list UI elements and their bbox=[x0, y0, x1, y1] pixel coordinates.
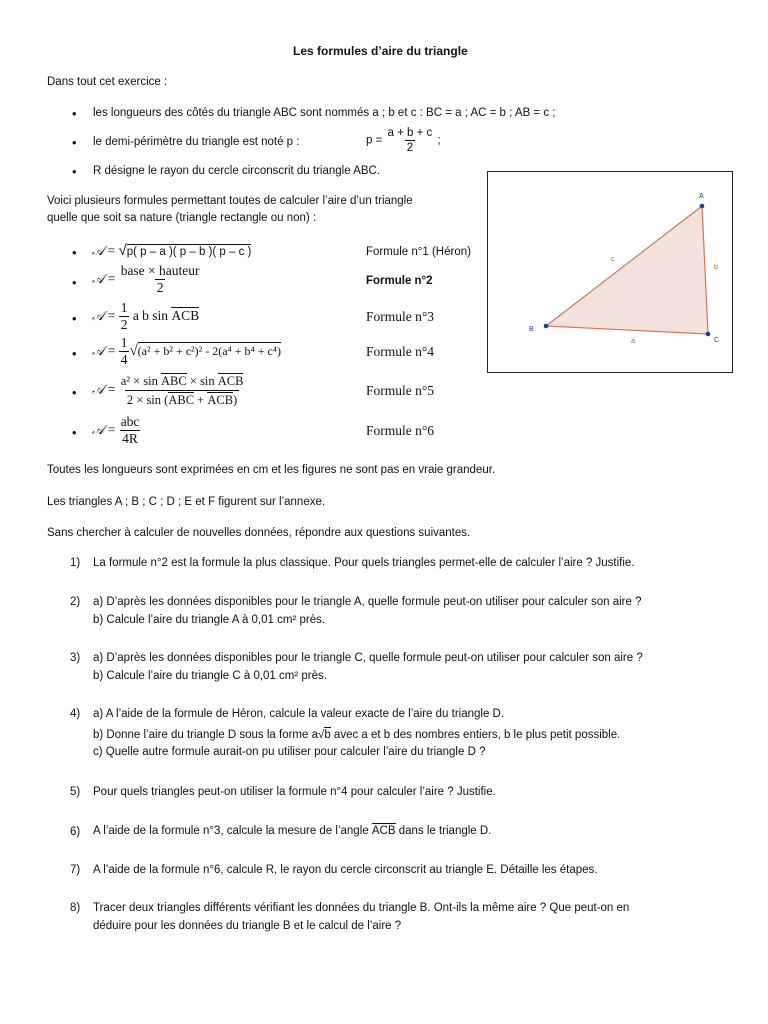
formula-6-label: Formule n°6 bbox=[366, 423, 435, 438]
formula-5-den-angle-abc: ABC bbox=[168, 392, 195, 407]
bullet-dot: • bbox=[72, 106, 77, 121]
question-1-text: La formule n°2 est la formule la plus classique. Pour quels triangles permet-elle de calculer l’aire ? Justifie. bbox=[93, 557, 635, 569]
question-number: 4) bbox=[70, 708, 81, 720]
formula-5-den-angle-acb: ACB bbox=[207, 392, 234, 407]
p-formula bbox=[366, 127, 441, 154]
question-4b-pre: b) Donne l’aire du triangle D sous la forme a bbox=[93, 729, 319, 741]
bullet-sides: les longueurs des côtés du triangle ABC sont nommés a ; b et c : BC = a ; AC = b ; AB = c ; bbox=[93, 107, 556, 119]
formula-4-denominator: 4 bbox=[120, 352, 128, 368]
bullet-semi-perimeter: le demi-périmètre du triangle est noté p : bbox=[93, 136, 300, 148]
formula-3-angle: ACB bbox=[171, 307, 200, 323]
question-4b-text bbox=[93, 727, 620, 741]
formula-3-label: Formule n°3 bbox=[366, 309, 435, 324]
formula-5-angle-abc: ABC bbox=[161, 374, 187, 388]
formula-2-label: Formule n°2 bbox=[366, 275, 433, 287]
question-3a-text: a) D’après les données disponibles pour le triangle C, quelle formule peut-on utiliser pour calculer son aire ? bbox=[93, 652, 643, 664]
area-symbol: 𝒜 bbox=[92, 271, 105, 287]
question-number: 5) bbox=[70, 786, 81, 798]
question-number: 1) bbox=[70, 557, 81, 569]
question-number: 7) bbox=[70, 864, 81, 876]
bullet-dot: • bbox=[72, 346, 77, 361]
voici-line-2: quelle que soit sa nature (triangle rectangle ou non) : bbox=[47, 212, 317, 224]
question-6-angle: ACB bbox=[371, 825, 396, 837]
formula-5: 𝒜 = $\frac{\text{a² × sin ABC × sin ACB}}{\text{2 × sin (ABC + ACB)}}$ bbox=[92, 374, 244, 407]
question-2a-text: a) D’après les données disponibles pour le triangle A, quelle formule peut-on utiliser pour calculer son aire ? bbox=[93, 596, 642, 608]
formula-5-den-b: + bbox=[197, 392, 205, 407]
triangle-figure bbox=[487, 171, 733, 373]
page-title: Les formules d’aire du triangle bbox=[293, 44, 468, 58]
formula-1-radicand: p( p – a )( p – b )( p – c ) bbox=[126, 246, 252, 258]
bullet-dot: • bbox=[72, 275, 77, 290]
formula-2-denominator: 2 bbox=[156, 280, 164, 296]
triangle-svg bbox=[488, 172, 732, 372]
triangle-shape bbox=[546, 206, 708, 334]
sqrt-sign: √ bbox=[129, 342, 138, 359]
formula-2-numerator: base × hauteur bbox=[120, 263, 200, 278]
vertex-a-label: A bbox=[699, 193, 704, 200]
question-4b-radicand: b bbox=[324, 729, 331, 741]
formula-1: 𝒜 = √p( p – a )( p – b )( p – c ) bbox=[92, 242, 252, 259]
area-symbol: 𝒜 bbox=[92, 382, 105, 398]
note-annex: Les triangles A ; B ; C ; D ; E et F figurent sur l’annexe. bbox=[47, 496, 326, 508]
formula-4-fraction bbox=[119, 336, 130, 367]
bullet-dot: • bbox=[72, 385, 77, 400]
note-instructions: Sans chercher à calculer de nouvelles données, répondre aux questions suivantes. bbox=[47, 527, 471, 539]
formula-1-label: Formule n°1 (Héron) bbox=[366, 246, 471, 258]
formula-4: 𝒜 = $\frac{1}{4}$ √(a² + b² + c²)² - 2(a⁴ + b⁴ + c⁴) bbox=[92, 335, 281, 368]
formula-5-numerator bbox=[119, 373, 246, 390]
formula-3-expr: a b sin bbox=[132, 307, 169, 323]
bullet-dot: • bbox=[72, 135, 77, 150]
question-8-line-2: déduire pour les données du triangle B et le calcul de l’aire ? bbox=[93, 920, 402, 932]
vertex-c-label: C bbox=[714, 337, 720, 344]
area-symbol: 𝒜 bbox=[92, 422, 105, 438]
formula-2: 𝒜 = $\frac{\text{base × hauteur}}{2}$ bbox=[92, 263, 200, 296]
question-7-text: A l’aide de la formule n°6, calcule R, le rayon du cercle circonscrit au triangle E. Détaille les étapes. bbox=[93, 864, 598, 876]
formula-4-numerator: 1 bbox=[120, 335, 128, 350]
formula-5-fraction bbox=[119, 373, 246, 408]
question-number: 6) bbox=[70, 826, 81, 838]
p-formula-lhs: p = bbox=[366, 134, 383, 147]
vertex-b-point bbox=[544, 324, 549, 329]
formula-3-numerator: 1 bbox=[120, 300, 128, 315]
side-c-label: c bbox=[611, 256, 615, 263]
question-6-post: dans le triangle D. bbox=[395, 825, 492, 837]
formula-3-denominator: 2 bbox=[120, 317, 128, 333]
formula-3-fraction bbox=[119, 301, 130, 332]
p-denominator: 2 bbox=[406, 142, 414, 155]
bullet-radius: R désigne le rayon du cercle circonscrit du triangle ABC. bbox=[93, 165, 381, 177]
bullet-dot: • bbox=[72, 164, 77, 179]
question-3b-text: b) Calcule l’aire du triangle C à 0,01 cm² près. bbox=[93, 670, 327, 682]
p-formula-tail: ; bbox=[437, 134, 441, 147]
bullet-dot: • bbox=[72, 311, 77, 326]
formula-5-num-a: a² × sin bbox=[120, 374, 158, 388]
formula-6: 𝒜 = $\frac{\text{abc}}{4R}$ bbox=[92, 414, 140, 447]
question-5-text: Pour quels triangles peut-on utiliser la formule n°4 pour calculer l’aire ? Justifie. bbox=[93, 786, 496, 798]
formula-6-fraction bbox=[119, 415, 142, 446]
formula-4-label: Formule n°4 bbox=[366, 344, 435, 359]
vertex-c-point bbox=[706, 332, 711, 337]
question-4b-post: avec a et b des nombres entiers, b le plus petit possible. bbox=[330, 729, 621, 741]
question-2b-text: b) Calcule l’aire du triangle A à 0,01 cm² près. bbox=[93, 614, 326, 626]
vertex-a-point bbox=[700, 204, 705, 209]
formula-5-den-a: 2 × sin ( bbox=[126, 392, 169, 407]
formula-5-label: Formule n°5 bbox=[366, 383, 435, 398]
formula-5-angle-acb: ACB bbox=[217, 374, 244, 388]
side-a-label: a bbox=[631, 338, 635, 345]
formula-5-denominator bbox=[125, 390, 239, 408]
question-number: 3) bbox=[70, 652, 81, 664]
formula-3: 𝒜 = $\frac{1}{2}$ a b sin ACB bbox=[92, 300, 200, 333]
voici-line-1: Voici plusieurs formules permettant toutes de calculer l’aire d’un triangle bbox=[47, 195, 413, 207]
area-symbol: 𝒜 bbox=[92, 308, 105, 324]
bullet-dot: • bbox=[72, 425, 77, 440]
sqrt-sign: √ bbox=[318, 729, 325, 741]
question-number: 2) bbox=[70, 596, 81, 608]
area-symbol: 𝒜 bbox=[92, 343, 105, 359]
formula-6-denominator: 4R bbox=[122, 431, 138, 447]
question-4a-text: a) A l’aide de la formule de Héron, calcule la valeur exacte de l’aire du triangle D. bbox=[93, 708, 505, 720]
note-units: Toutes les longueurs sont exprimées en cm et les figures ne sont pas en vraie grandeur. bbox=[47, 464, 496, 476]
formula-2-fraction bbox=[119, 264, 202, 295]
vertex-b-label: B bbox=[529, 326, 534, 333]
side-b-label: b bbox=[714, 264, 718, 271]
question-8-line-1: Tracer deux triangles différents vérifiant les données du triangle B. Ont-ils la même aire ? Que peut-on en bbox=[93, 902, 630, 914]
formula-6-numerator: abc bbox=[120, 414, 140, 429]
question-6-pre: A l’aide de la formule n°3, calcule la mesure de l’angle bbox=[93, 825, 372, 837]
question-4c-text: c) Quelle autre formule aurait-on pu utiliser pour calculer l’aire du triangle D ? bbox=[93, 746, 486, 758]
question-6-text bbox=[93, 823, 491, 838]
intro-text: Dans tout cet exercice : bbox=[47, 76, 168, 88]
formula-5-num-b: × sin bbox=[189, 374, 215, 388]
sqrt-sign: √ bbox=[118, 242, 127, 259]
question-number: 8) bbox=[70, 902, 81, 914]
formula-5-den-c: ) bbox=[233, 392, 238, 407]
area-symbol: 𝒜 bbox=[92, 244, 105, 259]
p-numerator: a + b + c bbox=[387, 127, 433, 139]
formula-4-radicand: (a² + b² + c²)² - 2(a⁴ + b⁴ + c⁴) bbox=[137, 343, 281, 358]
p-fraction bbox=[386, 127, 435, 154]
bullet-dot: • bbox=[72, 245, 77, 260]
